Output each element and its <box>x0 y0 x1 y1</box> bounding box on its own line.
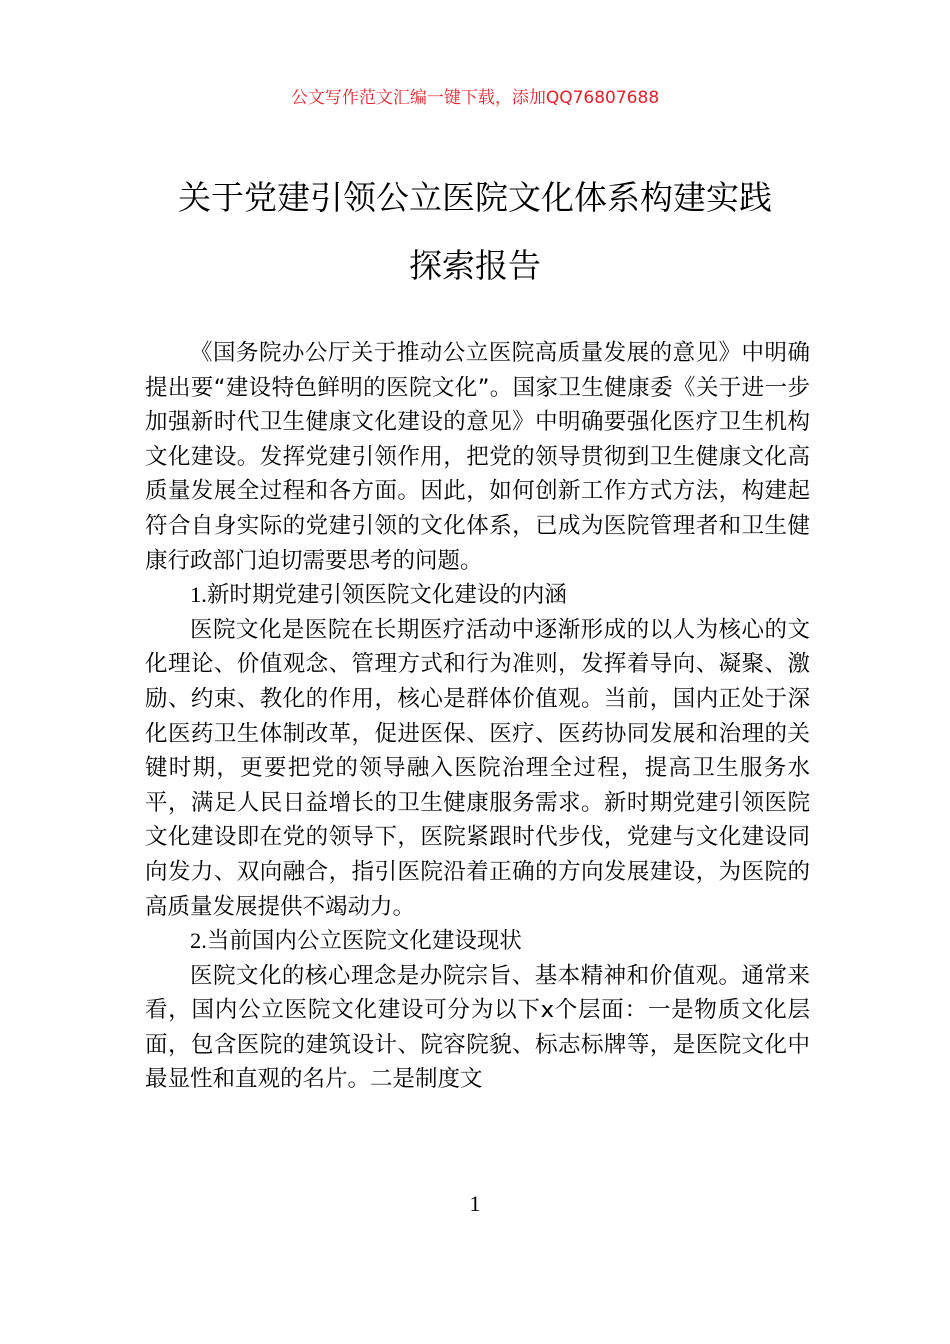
document-title-line-2: 探索报告 <box>409 246 541 285</box>
section-heading: 2.当前国内公立医院文化建设现状 <box>190 928 522 954</box>
body-paragraph: 医院文化的核心理念是办院宗旨、基本精神和价值观。通常来看，国内公立医院文化建设可分为以下x个层面：一是物质文化层面，包含医院的建筑设计、院容院貌、标志标牌等，是医院文化中最显性和直观的名片。二是制度文 <box>145 962 810 1093</box>
document-title-line-1: 关于党建引领公立医院文化体系构建实践 <box>178 178 772 217</box>
document-body <box>145 336 810 1097</box>
body-paragraph: 《国务院办公厅关于推动公立医院高质量发展的意见》中明确提出要“建设特色鲜明的医院文化”。国家卫生健康委《关于进一步加强新时代卫生健康文化建设的意见》中明确要强化医疗卫生机构文化建设。发挥党建引领作用，把党的领导贯彻到卫生健康文化高质量发展全过程和各方面。因此，如何创新工作方式方法，构建起符合自身实际的党建引领的文化体系，已成为医院管理者和卫生健康行政部门迫切需要思考的问题。 <box>145 340 810 574</box>
page-number: 1 <box>469 1191 481 1216</box>
promo-watermark: 公文写作范文汇编一键下载，添加QQ76807688 <box>290 88 660 108</box>
section-heading: 1.新时期党建引领医院文化建设的内涵 <box>190 582 567 608</box>
body-paragraph: 医院文化是医院在长期医疗活动中逐渐形成的以人为核心的文化理论、价值观念、管理方式和行为准则，发挥着导向、凝聚、激励、约束、教化的作用，核心是群体价值观。当前，国内正处于深化医药卫生体制改革，促进医保、医疗、医药协同发展和治理的关键时期，更要把党的领导融入医院治理全过程，提高卫生服务水平，满足人民日益增长的卫生健康服务需求。新时期党建引领医院文化建设即在党的领导下，医院紧跟时代步伐，党建与文化建设同向发力、双向融合，指引医院沿着正确的方向发展建设，为医院的高质量发展提供不竭动力。 <box>145 616 810 920</box>
